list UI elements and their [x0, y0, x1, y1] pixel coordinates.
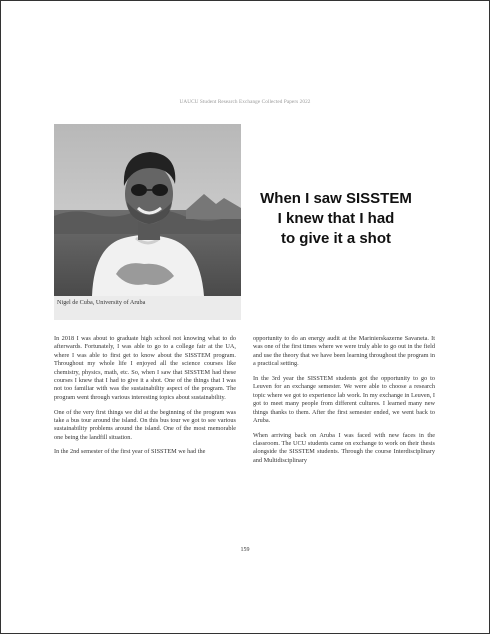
paragraph: In the 3rd year the SISSTEM students got the opportunity to go to Leuven for an exchange semester. We were able to choose a research topic where we got to experience lab work. In my exchange in Leuven, I got to meet many people from different cultures. I learned many new things thanks to them. After the first semester ended, we went back to Aruba. [253, 374, 435, 424]
paragraph: opportunity to do an energy audit at the Marinierskazerne Savaneta. It was one of the first times where we were truly able to go out in the field and use the theory that we have been learning throughout the program in a practical setting. [253, 335, 435, 368]
body-column-right [253, 335, 435, 472]
body-column-left [54, 335, 236, 463]
page-number: 159 [240, 547, 250, 553]
photo-caption: Nigel de Cuba, University of Aruba [57, 299, 146, 306]
paragraph: In 2018 I was about to graduate high school not knowing what to do afterwards. Fortunately, I was able to go to a college fair at the UA, where I was able to first get to know about the SISSTEM program. Throughout my whole life I enjoyed all the science courses like chemistry, physics, math, etc. So, when I saw that SISSTEM had these courses I knew that I had to give it a shot. One of the things that I was not too familiar with was the sustainability aspect of the program. The program went through various interesting topics about sustainability. [54, 335, 236, 401]
photo-block [54, 124, 241, 320]
portrait-photo [54, 124, 241, 296]
paragraph: One of the very first things we did at the beginning of the program was take a bus tour around the island. On this bus tour we got to see various sustainability problems around the island. One of the most memorable one being the landfill situation. [54, 408, 236, 441]
paragraph: When arriving back on Aruba I was faced with new faces in the classroom. The UCU students came on exchange to work on their thesis alongside the SISSTEM students. Through the course Interdisciplinary and Multidisciplinary [253, 431, 435, 464]
portrait-photo-illustration [54, 124, 241, 296]
headline-line: I knew that I had [277, 210, 395, 227]
headline-line: to give it a shot [280, 230, 391, 247]
running-header: UAUCU Student Research Exchange Collected Papers 2022 [179, 99, 311, 105]
headline-line: When I saw SISSTEM [260, 190, 412, 207]
article-headline [251, 189, 421, 249]
paragraph: In the 2nd semester of the first year of SISSTEM we had the [54, 448, 206, 456]
